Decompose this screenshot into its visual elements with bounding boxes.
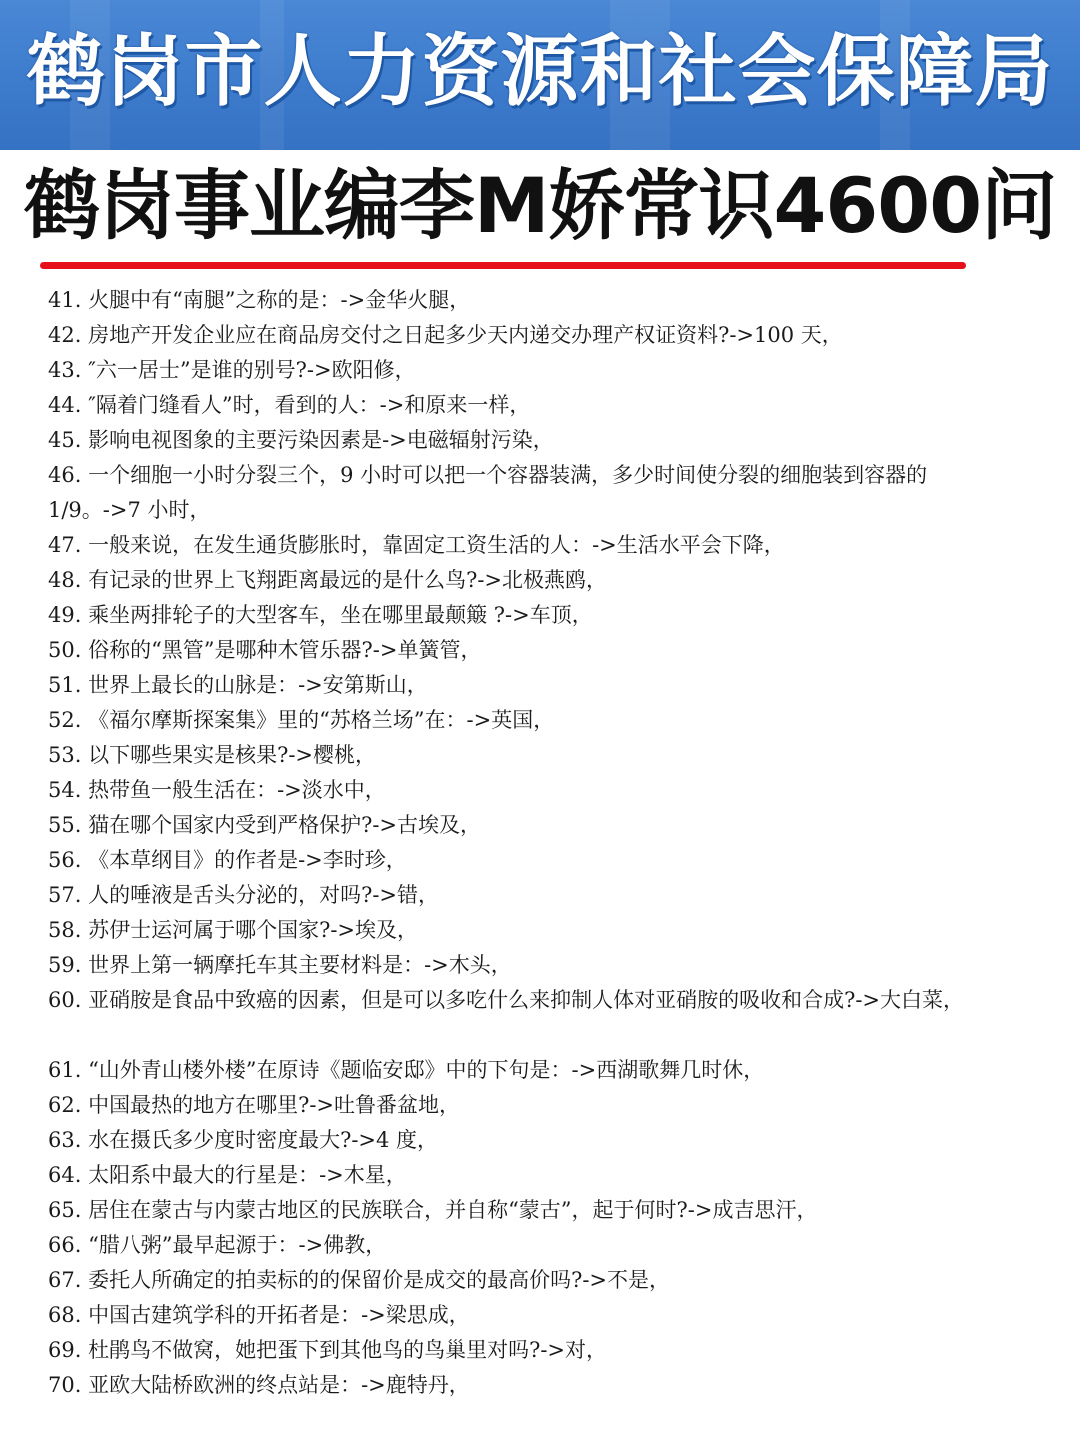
qa-item: 41. 火腿中有“南腿”之称的是：->金华火腿，: [48, 288, 471, 312]
qa-list: [48, 283, 1038, 1403]
section-spacer: [48, 1018, 1038, 1053]
qa-item: 58. 苏伊士运河属于哪个国家?->埃及，: [48, 918, 419, 942]
qa-item: 68. 中国古建筑学科的开拓者是：->梁思成，: [48, 1303, 470, 1327]
qa-item: 54. 热带鱼一般生活在：->淡水中，: [48, 778, 386, 802]
qa-item: 63. 水在摄氏多少度时密度最大?->4 度，: [48, 1128, 439, 1152]
qa-item: 64. 太阳系中最大的行星是：->木星，: [48, 1163, 407, 1187]
qa-item: 59. 世界上第一辆摩托车其主要材料是：->木头，: [48, 953, 512, 977]
qa-item: 60. 亚硝胺是食品中致癌的因素，但是可以多吃什么来抑制人体对亚硝胺的吸收和合成?->大白菜，: [48, 988, 965, 1012]
qa-item: 48. 有记录的世界上飞翔距离最远的是什么鸟?->北极燕鸥，: [48, 568, 608, 592]
qa-item: 43. ″六一居士”是谁的别号?->欧阳修，: [48, 358, 416, 382]
page-title: 鹤岗事业编李M娇常识4600问: [23, 161, 1057, 250]
qa-item: 50. 俗称的“黑管”是哪种木管乐器?->单簧管，: [48, 638, 482, 662]
qa-item: 47. 一般来说，在发生通货膨胀时，靠固定工资生活的人：->生活水平会下降，: [48, 533, 785, 557]
title-underline: [40, 262, 966, 269]
header-banner: [0, 0, 1080, 150]
qa-item: 70. 亚欧大陆桥欧洲的终点站是：->鹿特丹，: [48, 1373, 470, 1397]
qa-item: 42. 房地产开发企业应在商品房交付之日起多少天内递交办理产权证资料?->100 天，: [48, 323, 843, 347]
qa-item: 55. 猫在哪个国家内受到严格保护?->古埃及，: [48, 813, 482, 837]
qa-item: 65. 居住在蒙古与内蒙古地区的民族联合，并自称“蒙古”，起于何时?->成吉思汗，: [48, 1198, 818, 1222]
qa-item: 44. ″隔着门缝看人”时，看到的人：->和原来一样，: [48, 393, 531, 417]
qa-item: 66. “腊八粥”最早起源于：->佛教，: [48, 1233, 387, 1257]
qa-item: 52. 《福尔摩斯探案集》里的“苏格兰场”在：->英国，: [48, 708, 555, 732]
qa-item: 57. 人的唾液是舌头分泌的，对吗?->错，: [48, 883, 440, 907]
qa-item: 45. 影响电视图象的主要污染因素是->电磁辐射污染，: [48, 428, 554, 452]
banner-title: 鹤岗市人力资源和社会保障局: [26, 27, 1054, 117]
qa-item: 67. 委托人所确定的拍卖标的的保留价是成交的最高价吗?->不是，: [48, 1268, 671, 1292]
qa-item: 53. 以下哪些果实是核果?->樱桃，: [48, 743, 377, 767]
qa-item: 56. 《本草纲目》的作者是->李时珍，: [48, 848, 407, 872]
qa-item: 46. 一个细胞一小时分裂三个，9 小时可以把一个容器装满，多少时间使分裂的细胞装到容器的 1/9。->7 小时，: [48, 463, 928, 522]
qa-item: 62. 中国最热的地方在哪里?->吐鲁番盆地，: [48, 1093, 461, 1117]
qa-item: 49. 乘坐两排轮子的大型客车，坐在哪里最颠簸 ?->车顶，: [48, 603, 593, 627]
qa-item: 51. 世界上最长的山脉是：->安第斯山，: [48, 673, 428, 697]
qa-item: 69. 杜鹃鸟不做窝，她把蛋下到其他鸟的鸟巢里对吗?->对，: [48, 1338, 608, 1362]
qa-item: 61. “山外青山楼外楼”在原诗《题临安邸》中的下句是：->西湖歌舞几时休，: [48, 1058, 765, 1082]
